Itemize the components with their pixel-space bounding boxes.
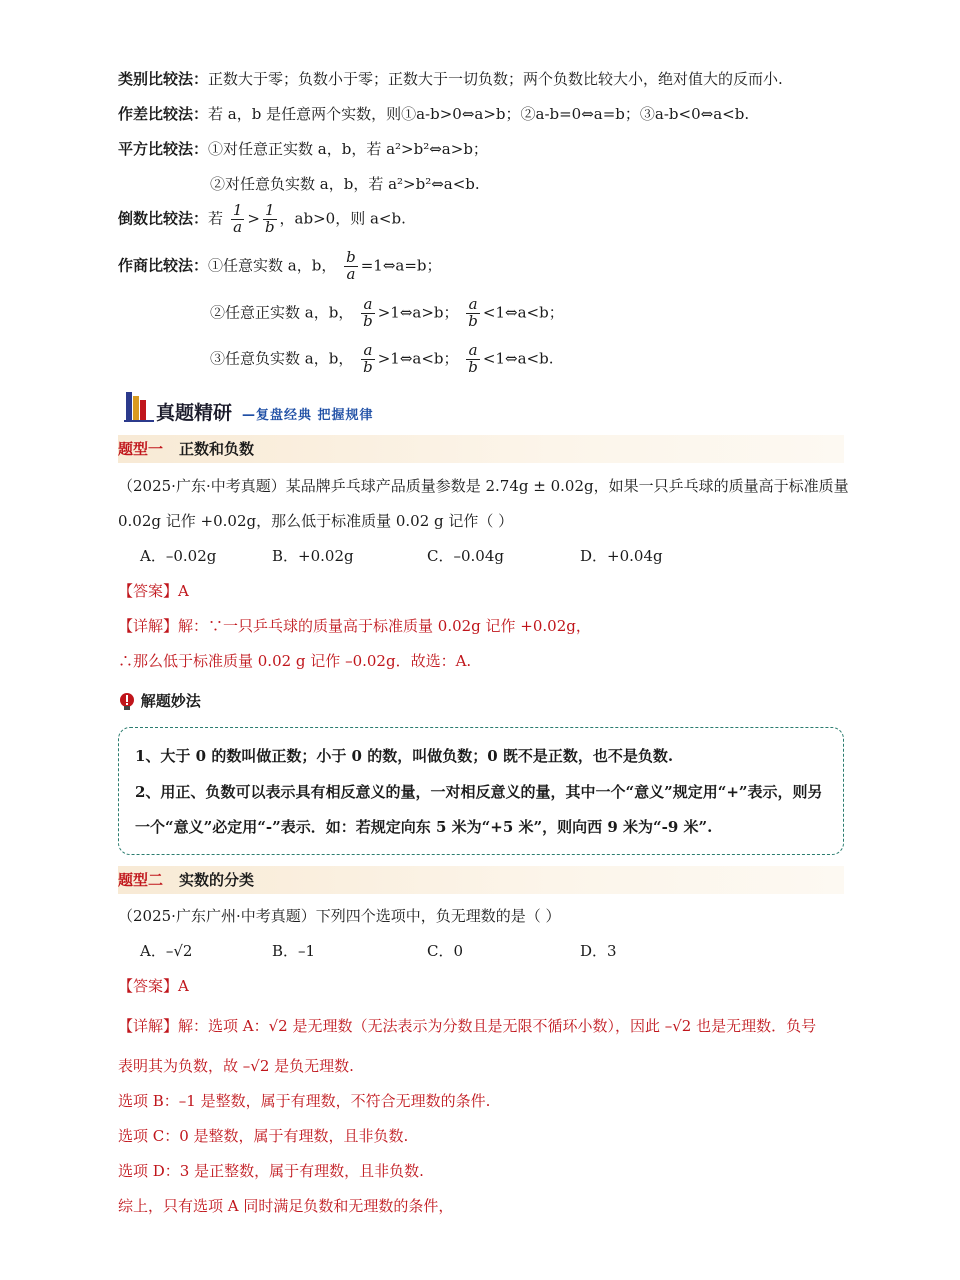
tips-heading [118,690,201,712]
section-banner [124,388,454,424]
tips-title: 解题妙法 [140,692,201,710]
question1-line2: 0.02g 记作 +0.02g，那么低于标准质量 0.02 g 记作（ ） [118,512,514,530]
tip-1: 1、大于 0 的数叫做正数；小于 0 的数，叫做负数；0 既不是正数，也不是负数. [135,747,674,765]
fraction-a-over-b: $\frac{a}{b}$ [468,341,478,376]
type2-header [118,866,844,894]
option-d: D．+0.04g [580,547,663,565]
fraction-a-over-b: $\frac{a}{b}$ [363,295,373,330]
method-category [118,68,783,89]
tip-2: 2、用正、负数可以表示具有相反意义的量，一对相反意义的量，其中一个“意义”规定用“+”表示，则另 [135,783,823,801]
type-title: 实数的分类 [179,871,255,889]
type1-header [118,435,844,463]
detail1-line2: ∴那么低于标准质量 0.02 g 记作 –0.02g．故选：A. [118,652,472,670]
method-post: =1⇔a=b； [360,256,442,275]
option-b: B．+0.02g [272,547,354,565]
detail2-line6: 综上，只有选项 A 同时满足负数和无理数的条件， [118,1197,454,1215]
option-b: B．–1 [272,942,316,960]
books-icon [124,388,154,422]
question1-line1: （2025·广东·中考真题）某品牌乒乓球产品质量参数是 2.74g ± 0.02g，如果一只乒乓球的质量高于标准质量 [118,477,849,495]
option-c: C．–0.04g [427,547,504,565]
method-label: 作商比较法： [118,256,209,275]
method-label: 类别比较法： [118,70,209,88]
tip-3: 一个“意义”必定用“-”表示．如：若规定向东 5 米为“+5 米”，则向西 9 米为“-9 米”. [135,818,713,836]
detail2-line2: 表明其为负数，故 –√2 是负无理数. [118,1057,354,1075]
method-pre: ①任意实数 a，b， [208,256,337,275]
method-text: 正数大于零；负数小于零；正数大于一切负数；两个负数比较大小，绝对值大的反而小. [208,70,783,88]
method-pre: ③任意负实数 a，b， [210,349,354,368]
fraction-1-over-a: $\frac{1}{a}$ [232,201,243,236]
answer2: 【答案】A [118,977,189,995]
detail2-line4: 选项 C：0 是整数，属于有理数，且非负数. [118,1127,409,1145]
detail2-line3: 选项 B：–1 是整数，属于有理数，不符合无理数的条件. [118,1092,491,1110]
method-reciprocal: 倒数比较法：若 $\frac{1}{a}$ > $\frac{1}{b}$ ，ab>0，则 a<b. [118,201,406,236]
type-title: 正数和负数 [179,440,255,458]
method-mid: >1⇔a<b； [377,349,459,368]
option-a: A．–√2 [140,942,193,960]
method-text: ①对任意正实数 a，b，若 a²>b²⇔a>b； [208,140,488,158]
detail2-line5: 选项 D：3 是正整数，属于有理数，且非负数. [118,1162,424,1180]
banner-title: 真题精研 [156,402,233,424]
fraction-b-over-a: $\frac{b}{a}$ [346,248,356,283]
option-c: C．0 [427,942,464,960]
fraction-a-over-b: $\frac{a}{b}$ [363,341,373,376]
method-pre: 若 [208,209,224,228]
method-post: ，ab>0，则 a<b. [279,209,406,228]
banner-subtitle: —复盘经典 把握规律 [242,408,374,423]
method-quotient-2 [210,297,564,330]
method-quotient-3 [210,343,553,376]
question2: （2025·广东广州·中考真题）下列四个选项中，负无理数的是（ ） [118,907,561,925]
method-text: ②对任意负实数 a，b，若 a²>b²⇔a<b. [210,175,480,193]
answer1: 【答案】A [118,582,189,600]
method-label: 倒数比较法： [118,209,209,228]
fraction-a-over-b: $\frac{a}{b}$ [468,295,478,330]
option-d: D．3 [580,942,617,960]
method-post: <1⇔a<b. [482,349,554,368]
fraction-1-over-b: $\frac{1}{b}$ [264,201,275,236]
method-text: 若 a，b 是任意两个实数，则①a-b>0⇔a>b；②a-b=0⇔a=b；③a-b<0⇔a<b. [208,105,750,123]
option-a: A．–0.02g [140,547,217,565]
method-label: 作差比较法： [118,105,209,123]
method-difference [118,103,749,124]
method-square [118,138,488,159]
method-post: <1⇔a<b； [482,303,564,322]
detail1-line1: 【详解】解：∵一只乒乓球的质量高于标准质量 0.02g 记作 +0.02g， [118,617,591,635]
type-tag: 题型二 [118,871,164,889]
lightbulb-icon [118,692,136,712]
method-quotient [118,250,442,283]
method-label: 平方比较法： [118,140,209,158]
method-pre: ②任意正实数 a，b， [210,303,354,322]
type-tag: 题型一 [118,440,164,458]
method-square-2 [210,173,480,194]
method-mid: >1⇔a>b； [377,303,459,322]
detail2-line1: 【详解】解：选项 A：√2 是无理数（无法表示为分数且是无限不循环小数），因此 –√2 也是无理数．负号 [118,1017,817,1035]
